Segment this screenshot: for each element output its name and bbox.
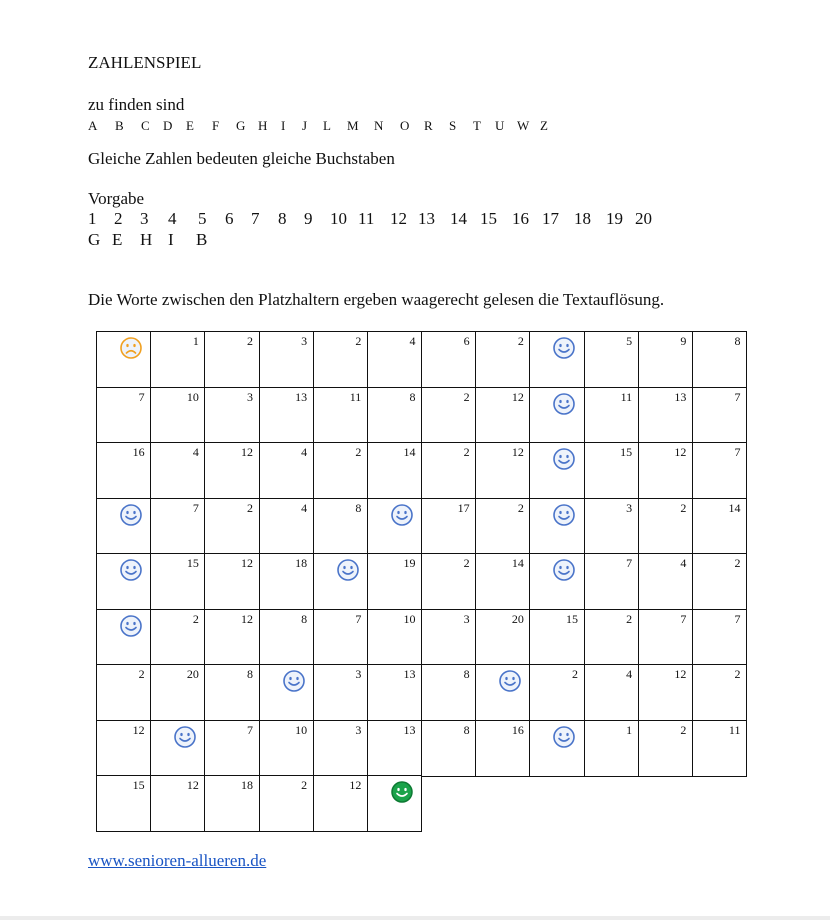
smiley-icon [173, 725, 197, 749]
grid-cell [367, 387, 423, 444]
grid-cell [259, 387, 315, 444]
number-item: 11 [358, 209, 375, 228]
smiley-icon [336, 558, 360, 582]
grid-cell [259, 664, 315, 721]
grid-cell [367, 609, 423, 666]
number-item: 4 [168, 209, 177, 228]
grid-cell [259, 553, 315, 610]
cell-number: 10 [186, 389, 199, 404]
grid-cell [313, 775, 369, 832]
cell-number: 1 [626, 722, 633, 737]
green-smiley-icon [390, 780, 414, 804]
grid-cell [638, 609, 694, 666]
smiley-icon [552, 558, 576, 582]
cell-number: 1 [192, 334, 199, 348]
cell-number: 18 [240, 778, 253, 793]
cell-number: 2 [301, 778, 308, 793]
rule-text: Gleiche Zahlen bedeuten gleiche Buchstaben [88, 149, 395, 168]
cell-number: 8 [463, 722, 470, 737]
letter-item: M [347, 118, 359, 133]
cell-number: 11 [728, 722, 741, 737]
cell-number: 4 [626, 667, 633, 682]
cell-number: 2 [138, 667, 145, 682]
smiley-icon [552, 725, 576, 749]
letter-item: A [88, 118, 98, 133]
page-title: ZAHLENSPIEL [88, 53, 202, 72]
cell-number: 13 [403, 667, 416, 682]
grid-cell [204, 331, 260, 388]
grid-cell [96, 664, 152, 721]
grid-cell [529, 442, 585, 499]
smiley-icon [498, 669, 522, 693]
cell-number: 2 [680, 500, 687, 515]
grid-cell [638, 664, 694, 721]
grid-cell [367, 331, 423, 388]
grid-cell [421, 664, 477, 721]
grid-cell [96, 553, 152, 610]
instruction-text: Die Worte zwischen den Platzhaltern ergeben waagerecht gelesen die Textauflösung. [88, 290, 665, 309]
grid-cell [150, 387, 206, 444]
cell-number: 14 [403, 445, 416, 460]
cell-number: 8 [734, 334, 741, 348]
cell-number: 12 [511, 445, 524, 460]
grid-cell [584, 720, 640, 777]
grid-cell [529, 553, 585, 610]
grid-cell [475, 720, 531, 777]
cell-number: 12 [240, 556, 253, 571]
grid-cell [529, 331, 585, 388]
number-item: 1 [88, 209, 97, 228]
cell-number: 16 [511, 722, 524, 737]
grid-cell [204, 664, 260, 721]
cell-number: 14 [511, 556, 524, 571]
cell-number: 4 [680, 556, 687, 571]
grid-cell [475, 553, 531, 610]
letter-item: J [302, 118, 308, 133]
number-item: 7 [251, 209, 260, 228]
grid-cell [421, 442, 477, 499]
grid-cell [584, 442, 640, 499]
letter-item: S [449, 118, 457, 133]
smiley-icon [119, 558, 143, 582]
grid-cell [529, 609, 585, 666]
grid-cell [421, 553, 477, 610]
grid-cell [96, 720, 152, 777]
smiley-icon [119, 503, 143, 527]
grid-cell [638, 720, 694, 777]
number-item: 20 [635, 209, 652, 228]
cell-number: 7 [734, 611, 741, 626]
grid-cell [584, 387, 640, 444]
grid-cell [638, 387, 694, 444]
cell-number: 8 [301, 611, 308, 626]
cell-number: 12 [186, 778, 199, 793]
cell-number: 4 [192, 445, 199, 460]
letter-item: L [323, 118, 331, 133]
cell-number: 8 [409, 389, 416, 404]
number-item: 8 [278, 209, 287, 228]
letter-item: G [236, 118, 246, 133]
cell-number: 15 [186, 556, 199, 571]
grid-cell [421, 720, 477, 777]
grid-cell [367, 664, 423, 721]
cell-number: 2 [246, 334, 253, 348]
grid-cell [96, 775, 152, 832]
cell-number: 2 [680, 722, 687, 737]
grid-cell [692, 331, 748, 388]
cell-number: 12 [349, 778, 362, 793]
given-letter: H [140, 230, 153, 249]
cell-number: 4 [409, 334, 416, 348]
given-letter: I [168, 230, 174, 249]
grid-cell [150, 331, 206, 388]
smiley-icon [552, 336, 576, 360]
cell-number: 4 [301, 445, 308, 460]
grid-cell [313, 331, 369, 388]
grid-cell [529, 664, 585, 721]
grid-cell [638, 442, 694, 499]
letter-item: I [281, 118, 286, 133]
number-item: 9 [304, 209, 313, 228]
cell-number: 11 [349, 389, 362, 404]
cell-number: 2 [463, 445, 470, 460]
grid-cell [475, 387, 531, 444]
cell-number: 12 [674, 445, 687, 460]
letter-item: Z [540, 118, 548, 133]
grid-cell [259, 442, 315, 499]
grid-cell [638, 553, 694, 610]
number-item: 18 [574, 209, 591, 228]
grid-cell [204, 720, 260, 777]
vorgabe-label: Vorgabe [88, 189, 145, 208]
grid-cell [150, 609, 206, 666]
grid-cell [584, 664, 640, 721]
grid-cell [96, 331, 152, 388]
cell-number: 12 [132, 722, 145, 737]
cell-number: 15 [132, 778, 145, 793]
grid-cell [475, 442, 531, 499]
cell-number: 13 [295, 389, 308, 404]
cell-number: 20 [511, 611, 524, 626]
grid-cell [638, 331, 694, 388]
cell-number: 2 [626, 611, 633, 626]
grid-cell [367, 442, 423, 499]
cell-number: 7 [680, 611, 687, 626]
number-item: 19 [606, 209, 623, 228]
cell-number: 3 [246, 389, 253, 404]
cell-number: 2 [192, 611, 199, 626]
number-item: 6 [225, 209, 234, 228]
grid-cell [692, 609, 748, 666]
letter-item: W [517, 118, 530, 133]
grid-cell [313, 609, 369, 666]
letter-item: N [374, 118, 384, 133]
cell-number: 7 [734, 389, 741, 404]
number-item: 10 [330, 209, 347, 228]
grid-cell [313, 553, 369, 610]
grid-cell [692, 442, 748, 499]
given-letter: E [112, 230, 123, 249]
letter-item: E [186, 118, 194, 133]
letter-item: U [495, 118, 505, 133]
smiley-icon [119, 614, 143, 638]
grid-cell [96, 498, 152, 555]
grid-cell [584, 498, 640, 555]
cell-number: 20 [186, 667, 199, 682]
cell-number: 7 [626, 556, 633, 571]
cell-number: 2 [463, 389, 470, 404]
grid-cell [367, 720, 423, 777]
cell-number: 19 [403, 556, 416, 571]
cell-number: 2 [571, 667, 578, 682]
grid-cell [313, 498, 369, 555]
grid-cell [692, 720, 748, 777]
grid-cell [421, 609, 477, 666]
cell-number: 8 [246, 667, 253, 682]
page-bottom-edge [0, 916, 830, 920]
grid-cell [204, 442, 260, 499]
grid-cell [204, 387, 260, 444]
cell-number: 2 [355, 445, 362, 460]
grid-cell [204, 553, 260, 610]
number-item: 5 [198, 209, 207, 228]
grid-cell [529, 387, 585, 444]
cell-number: 10 [295, 722, 308, 737]
number-item: 2 [114, 209, 123, 228]
number-item: 3 [140, 209, 149, 228]
grid-cell [475, 664, 531, 721]
grid-cell [96, 609, 152, 666]
grid-cell [150, 664, 206, 721]
cell-number: 2 [734, 667, 741, 682]
cell-number: 7 [246, 722, 253, 737]
grid-cell [259, 498, 315, 555]
grid-cell [313, 442, 369, 499]
sad-face-icon [119, 336, 143, 360]
grid-cell [150, 553, 206, 610]
cell-number: 12 [240, 611, 253, 626]
cell-number: 2 [517, 334, 524, 348]
cell-number: 9 [680, 334, 687, 348]
grid-cell [692, 664, 748, 721]
grid-cell [259, 609, 315, 666]
smiley-icon [552, 392, 576, 416]
cell-number: 11 [620, 389, 633, 404]
cell-number: 17 [457, 500, 470, 515]
cell-number: 12 [240, 445, 253, 460]
cell-number: 7 [355, 611, 362, 626]
grid-cell [529, 498, 585, 555]
cell-number: 2 [734, 556, 741, 571]
website-link[interactable]: www.senioren-allueren.de [88, 851, 267, 870]
number-item: 13 [418, 209, 435, 228]
grid-cell [475, 609, 531, 666]
grid-cell [475, 498, 531, 555]
given-letter: G [88, 230, 101, 249]
grid-cell [692, 498, 748, 555]
grid-cell [313, 720, 369, 777]
grid-cell [421, 331, 477, 388]
letter-item: C [141, 118, 150, 133]
grid-cell [638, 498, 694, 555]
cell-number: 18 [295, 556, 308, 571]
grid-cell [313, 664, 369, 721]
cell-number: 2 [246, 500, 253, 515]
grid-cell [584, 609, 640, 666]
cell-number: 3 [355, 667, 362, 682]
cell-number: 13 [403, 722, 416, 737]
find-label: zu finden sind [88, 95, 185, 114]
cell-number: 3 [626, 500, 633, 515]
number-item: 17 [542, 209, 559, 228]
cell-number: 2 [517, 500, 524, 515]
puzzle-grid [96, 331, 746, 831]
cell-number: 4 [301, 500, 308, 515]
grid-cell [96, 387, 152, 444]
cell-number: 13 [674, 389, 687, 404]
cell-number: 15 [620, 445, 633, 460]
grid-cell [259, 331, 315, 388]
cell-number: 12 [674, 667, 687, 682]
cell-number: 5 [626, 334, 633, 348]
grid-cell [96, 442, 152, 499]
grid-cell [367, 498, 423, 555]
cell-number: 6 [463, 334, 470, 348]
cell-number: 2 [463, 556, 470, 571]
number-item: 15 [480, 209, 497, 228]
grid-cell [475, 331, 531, 388]
cell-number: 3 [355, 722, 362, 737]
grid-cell [584, 553, 640, 610]
grid-cell [259, 720, 315, 777]
grid-cell [204, 498, 260, 555]
letter-item: O [400, 118, 410, 133]
letter-item: B [115, 118, 124, 133]
cell-number: 14 [728, 500, 741, 515]
grid-cell [150, 720, 206, 777]
given-letter: B [196, 230, 208, 249]
smiley-icon [552, 503, 576, 527]
grid-cell [367, 553, 423, 610]
grid-cell [150, 775, 206, 832]
smiley-icon [282, 669, 306, 693]
cell-number: 12 [511, 389, 524, 404]
grid-cell [367, 775, 423, 832]
cell-number: 7 [138, 389, 145, 404]
grid-cell [421, 387, 477, 444]
letter-item: R [424, 118, 433, 133]
cell-number: 7 [192, 500, 199, 515]
number-item: 14 [450, 209, 467, 228]
grid-cell [313, 387, 369, 444]
letter-item: F [212, 118, 220, 133]
grid-cell [692, 553, 748, 610]
cell-number: 2 [355, 334, 362, 348]
grid-cell [259, 775, 315, 832]
cell-number: 16 [132, 445, 145, 460]
grid-cell [150, 498, 206, 555]
cell-number: 7 [734, 445, 741, 460]
letter-item: H [258, 118, 268, 133]
grid-cell [204, 775, 260, 832]
cell-number: 10 [403, 611, 416, 626]
number-item: 16 [512, 209, 529, 228]
letter-item: D [163, 118, 173, 133]
smiley-icon [552, 447, 576, 471]
cell-number: 3 [301, 334, 308, 348]
grid-cell [584, 331, 640, 388]
letter-item: T [473, 118, 481, 133]
grid-cell [692, 387, 748, 444]
smiley-icon [390, 503, 414, 527]
grid-cell [421, 498, 477, 555]
cell-number: 15 [565, 611, 578, 626]
cell-number: 8 [463, 667, 470, 682]
cell-number: 3 [463, 611, 470, 626]
number-item: 12 [390, 209, 407, 228]
grid-cell [529, 720, 585, 777]
grid-cell [150, 442, 206, 499]
cell-number: 8 [355, 500, 362, 515]
grid-cell [204, 609, 260, 666]
